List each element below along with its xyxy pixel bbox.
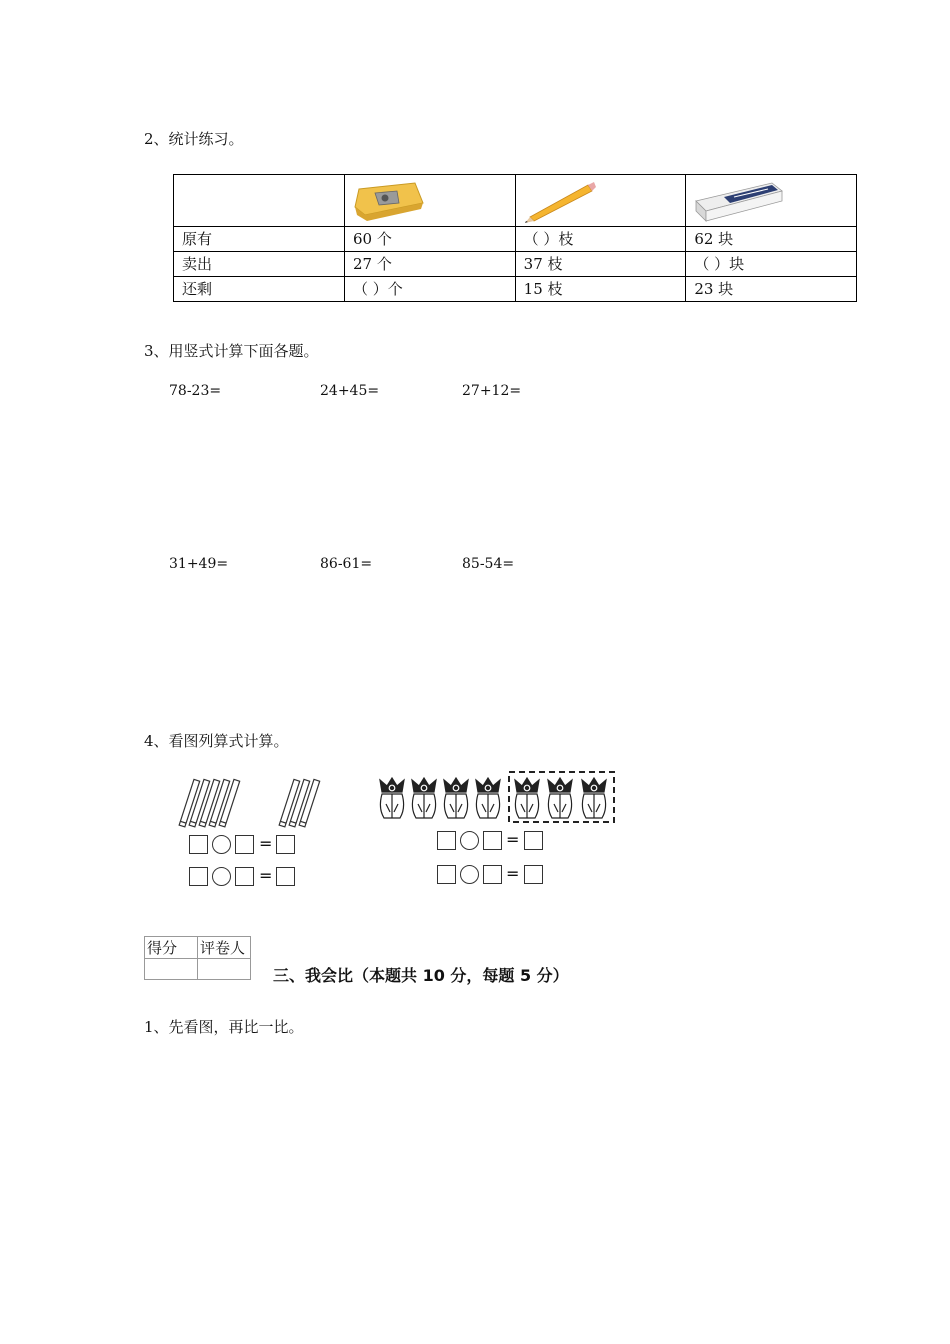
table-row [174,277,857,302]
answer-box[interactable] [235,867,254,886]
row-label: 还剩 [174,277,345,302]
problem-6: 85-54= [462,556,515,572]
pencil-cell [515,175,686,227]
cell: （ ）块 [686,252,857,277]
score-field[interactable] [145,959,198,980]
operator-circle[interactable] [460,831,479,850]
table-corner-cell [174,175,345,227]
problem-1: 78-23= [169,383,222,399]
pencil-icon [516,175,687,226]
score-header: 得分 [145,937,198,959]
pencil-sharpener-icon [345,175,516,226]
s3q1-title: 1、先看图，再比一比。 [144,1018,304,1036]
equals-sign: = [259,834,273,853]
section-3-title: 三、我会比（本题共 10 分，每题 5 分） [273,966,569,985]
answer-box[interactable] [235,835,254,854]
bug-group-icon [374,768,618,826]
q2-title: 2、统计练习。 [144,130,244,148]
problem-3: 27+12= [462,383,522,399]
answer-box[interactable] [524,831,543,850]
answer-box[interactable] [189,835,208,854]
grader-header: 评卷人 [198,937,251,959]
problem-5: 86-61= [320,556,373,572]
answer-box[interactable] [483,831,502,850]
operator-circle[interactable] [460,865,479,884]
cell: （ ）枝 [515,227,686,252]
stats-table [173,174,857,302]
pen-group-icon [176,776,326,830]
answer-box[interactable] [483,865,502,884]
answer-box[interactable] [437,831,456,850]
answer-box[interactable] [276,867,295,886]
answer-box[interactable] [276,835,295,854]
grader-field[interactable] [198,959,251,980]
equals-sign: = [259,866,273,885]
answer-box[interactable] [524,865,543,884]
cell: 15 枝 [515,277,686,302]
equals-sign: = [506,864,520,883]
row-label: 原有 [174,227,345,252]
q3-title: 3、用竖式计算下面各题。 [144,342,319,360]
operator-circle[interactable] [212,867,231,886]
cell: 60 个 [345,227,516,252]
table-row [174,252,857,277]
eraser-cell [686,175,857,227]
score-box [144,936,251,980]
table-image-row [174,175,857,227]
table-row [174,227,857,252]
answer-box[interactable] [189,867,208,886]
cell: 27 个 [345,252,516,277]
problem-2: 24+45= [320,383,380,399]
problem-4: 31+49= [169,556,229,572]
cell: （ ）个 [345,277,516,302]
operator-circle[interactable] [212,835,231,854]
sharpener-cell [345,175,516,227]
answer-box[interactable] [437,865,456,884]
cell: 23 块 [686,277,857,302]
cell: 62 块 [686,227,857,252]
cell: 37 枝 [515,252,686,277]
equals-sign: = [506,830,520,849]
q4-title: 4、看图列算式计算。 [144,732,289,750]
row-label: 卖出 [174,252,345,277]
eraser-icon [686,175,857,226]
